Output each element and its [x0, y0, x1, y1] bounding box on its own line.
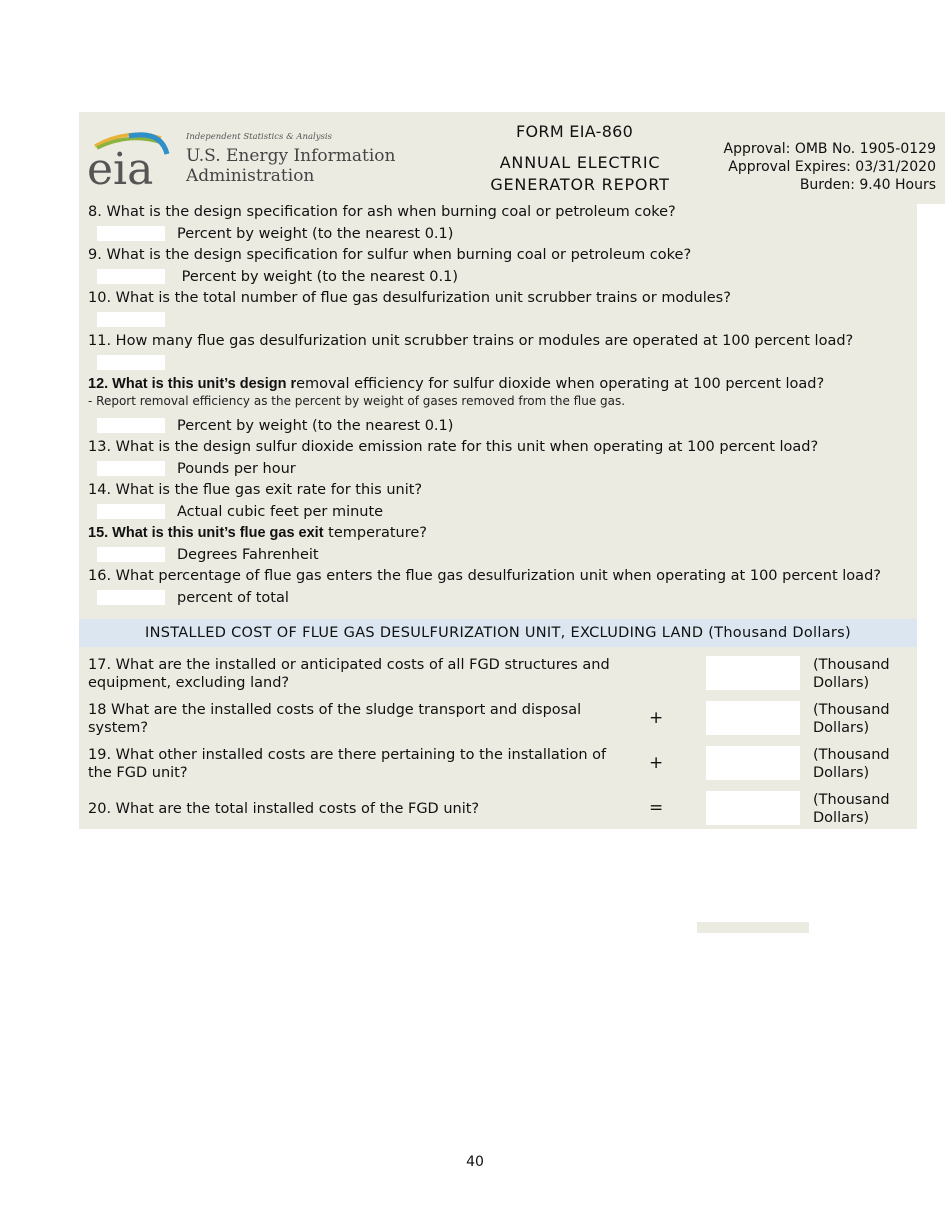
- scrubber-trains-input[interactable]: [97, 312, 165, 327]
- cost-row-17: [79, 655, 917, 699]
- question-12-note: - Report removal efficiency as the percent by weight of gases removed from the flue gas.: [88, 394, 626, 408]
- unit-label: percent of total: [177, 589, 289, 606]
- cost-question: 18 What are the installed costs of the sludge transport and disposal system?: [88, 702, 582, 736]
- question-8: 8. What is the design specification for ash when burning coal or petroleum coke?: [88, 204, 676, 220]
- question-15-bold: 15. What is this unit’s flue gas exit: [88, 525, 324, 541]
- flue-gas-exit-rate-input[interactable]: [97, 504, 165, 519]
- burden-hours: Burden: 9.40 Hours: [799, 177, 936, 193]
- question-12: [79, 376, 917, 392]
- svg-text:eia: eia: [87, 144, 154, 186]
- question-15: [79, 525, 917, 541]
- answer-row-8: [79, 220, 917, 247]
- unit-label: Pounds per hour: [177, 460, 296, 477]
- sludge-transport-cost-input[interactable]: [706, 701, 800, 735]
- cost-question: 19. What other installed costs are there pertaining to the installation of the FGD unit?: [88, 747, 607, 781]
- ash-percent-input[interactable]: [97, 226, 165, 241]
- question-10: 10. What is the total number of flue gas desulfurization unit scrubber trains or modules?: [88, 290, 731, 306]
- unit-label: Percent by weight (to the nearest 0.1): [177, 268, 459, 285]
- form-title: ANNUAL ELECTRIC GENERATOR REPORT: [490, 153, 670, 194]
- total-box-tail: [697, 922, 809, 933]
- so2-emission-rate-input[interactable]: [97, 461, 165, 476]
- cost-row-18: [79, 700, 917, 744]
- cost-question: 17. What are the installed or anticipated costs of all FGD structures and equipment, excluding land?: [88, 657, 610, 691]
- agency-name-line1: U.S. Energy Information: [186, 146, 396, 166]
- sulfur-percent-input[interactable]: [97, 269, 165, 284]
- trains-at-full-load-input[interactable]: [97, 355, 165, 370]
- other-installed-cost-input[interactable]: [706, 746, 800, 780]
- cost-unit: (Thousand Dollars): [813, 657, 890, 691]
- answer-row-12: [79, 412, 917, 439]
- question-13: 13. What is the design sulfur dioxide emission rate for this unit when operating at 100 percent load?: [88, 439, 819, 455]
- question-9: 9. What is the design specification for sulfur when burning coal or petroleum coke?: [88, 247, 692, 263]
- cost-row-19: [79, 745, 917, 789]
- percent-flue-gas-input[interactable]: [97, 590, 165, 605]
- unit-label: Actual cubic feet per minute: [177, 503, 384, 520]
- answer-row-14: [79, 498, 917, 525]
- answer-row-15: [79, 541, 917, 568]
- approval-expires: Approval Expires: 03/31/2020: [728, 159, 936, 175]
- question-14: 14. What is the flue gas exit rate for this unit?: [88, 482, 423, 498]
- question-16: 16. What percentage of flue gas enters the flue gas desulfurization unit when operating at 100 percent load?: [88, 568, 881, 584]
- answer-row-13: [79, 455, 917, 482]
- logo-tagline: Independent Statistics & Analysis: [186, 132, 332, 142]
- cost-operator: =: [649, 798, 664, 818]
- cost-unit: (Thousand Dollars): [813, 747, 890, 781]
- answer-row-9: [79, 263, 917, 290]
- removal-efficiency-input[interactable]: [97, 418, 165, 433]
- unit-label: Percent by weight (to the nearest 0.1): [177, 417, 454, 434]
- cost-unit: (Thousand Dollars): [813, 792, 890, 826]
- answer-row-10: [79, 306, 917, 333]
- cost-unit: (Thousand Dollars): [813, 702, 890, 736]
- installed-cost-section: [79, 647, 917, 829]
- form-id: FORM EIA-860: [516, 122, 634, 141]
- form-header: [79, 112, 936, 204]
- unit-label: Degrees Fahrenheit: [177, 546, 319, 563]
- question-15-text: temperature?: [323, 525, 427, 541]
- answer-row-11: [79, 349, 917, 376]
- question-11: 11. How many flue gas desulfurization unit scrubber trains or modules are operated at 100 percent load?: [88, 333, 854, 349]
- question-12-text: emoval efficiency for sulfur dioxide when operating at 100 percent load?: [296, 376, 825, 392]
- total-installed-cost-input[interactable]: [706, 791, 800, 825]
- section-header-installed-cost: INSTALLED COST OF FLUE GAS DESULFURIZATION UNIT, EXCLUDING LAND (Thousand Dollars): [79, 619, 917, 647]
- eia-860-form: [79, 112, 936, 829]
- cost-question: 20. What are the total installed costs of the FGD unit?: [88, 801, 480, 817]
- cost-operator: +: [649, 753, 664, 773]
- question-12-bold: 12. What is this unit’s design r: [88, 376, 297, 392]
- approval-info: [724, 140, 936, 194]
- answer-row-16: [79, 584, 917, 611]
- page-number: 40: [466, 1154, 484, 1170]
- unit-label: Percent by weight (to the nearest 0.1): [177, 225, 454, 242]
- agency-name-line2: Administration: [186, 166, 315, 186]
- exit-temperature-input[interactable]: [97, 547, 165, 562]
- omb-approval: Approval: OMB No. 1905-0129: [723, 141, 936, 157]
- cost-operator: +: [649, 708, 664, 728]
- fgd-structures-cost-input[interactable]: [706, 656, 800, 690]
- eia-logo-mark: [87, 124, 187, 186]
- cost-row-20: [79, 790, 917, 834]
